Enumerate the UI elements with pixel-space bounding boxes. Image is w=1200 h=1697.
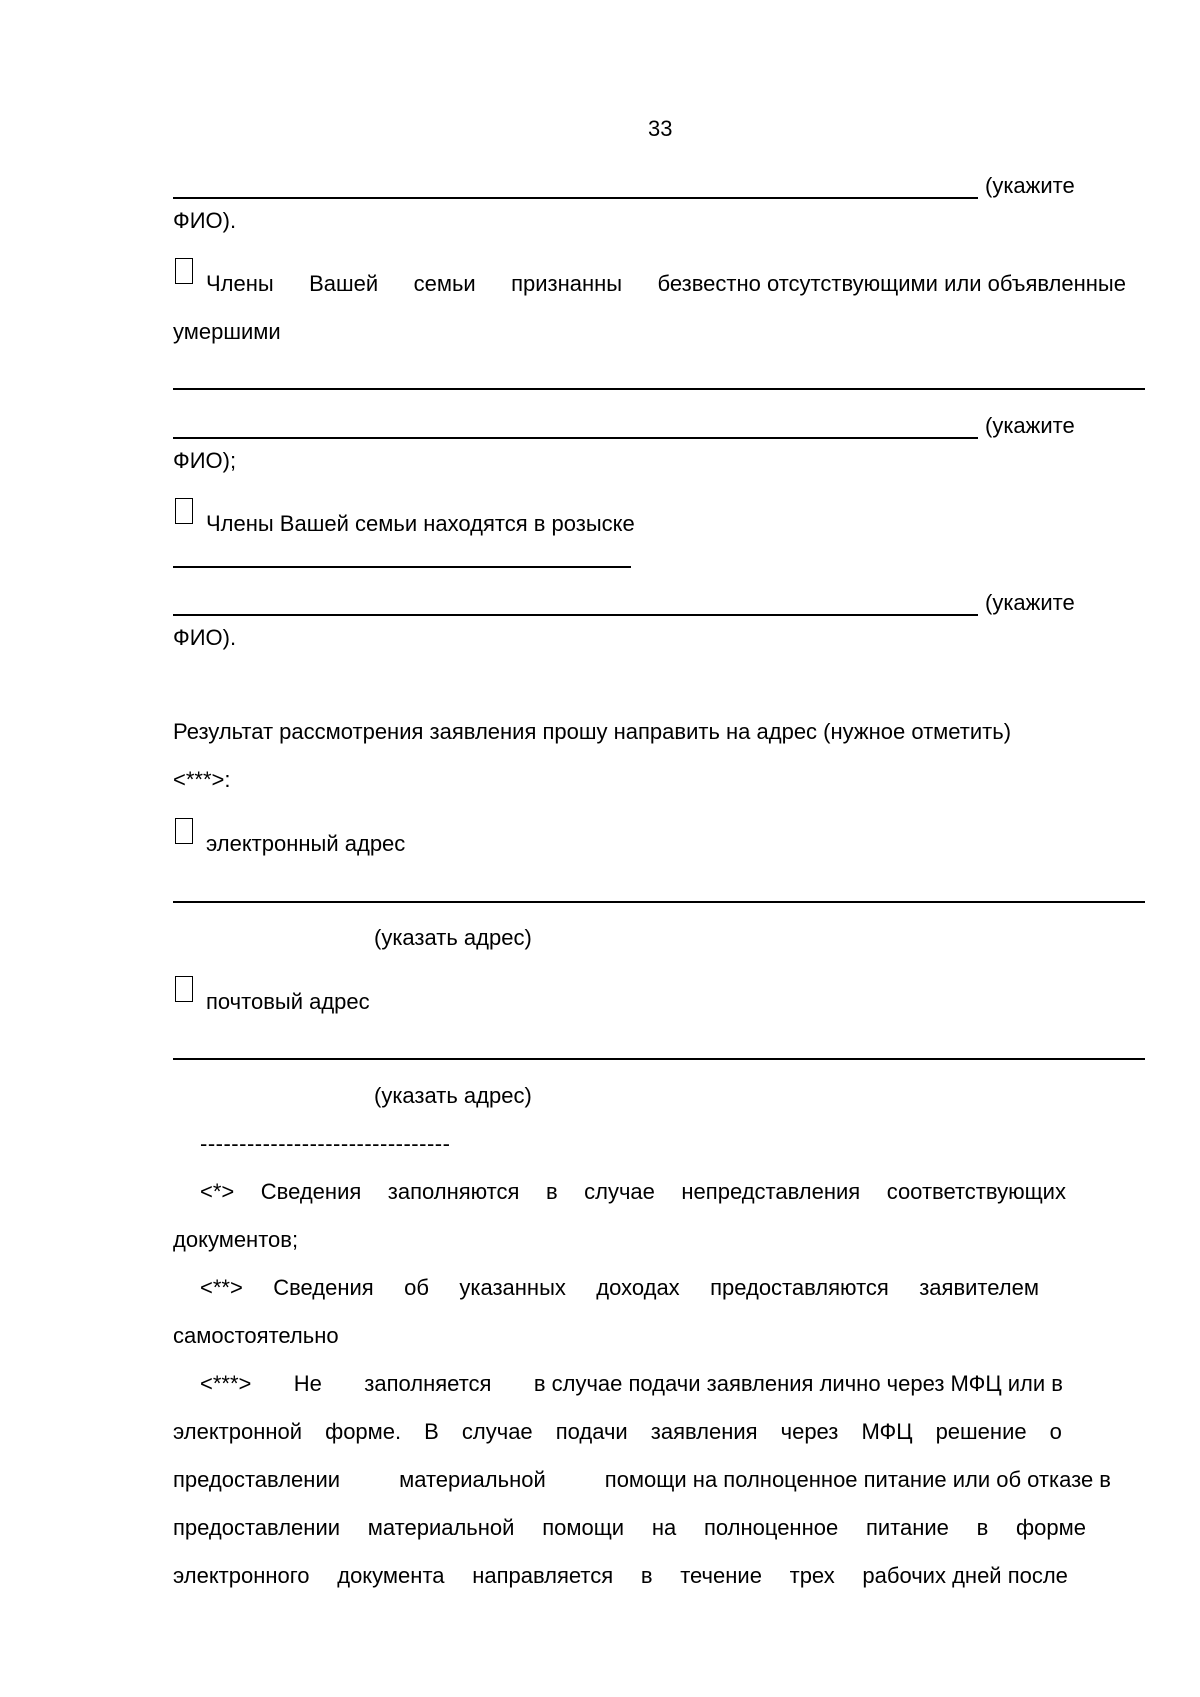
fio-line-1[interactable] (173, 197, 978, 199)
footnote-3-line-2 (173, 1421, 1062, 1443)
footnote-separator: -------------------------------- (200, 1131, 451, 1156)
word: направляется (472, 1563, 614, 1588)
fio-hint-end-1: ФИО). (173, 208, 237, 233)
word: предоставляются (710, 1275, 889, 1300)
word: заполняются (387, 1179, 520, 1204)
word: электронной (173, 1419, 303, 1444)
word: доходах (596, 1275, 680, 1300)
postal-address-entry-line[interactable] (173, 1058, 1145, 1060)
word: случае (461, 1419, 533, 1444)
word: соответствующих (886, 1179, 1066, 1204)
footnote-3-line-1 (200, 1373, 1063, 1395)
fio-line-2[interactable] (173, 437, 978, 439)
word: помощи (542, 1515, 625, 1540)
word: в (976, 1515, 989, 1540)
word: документа (337, 1563, 445, 1588)
footnote-1-line-2: документов; (173, 1227, 299, 1252)
word: семьи (413, 271, 476, 296)
page-number: 33 (648, 116, 673, 141)
checkbox-missing-members[interactable] (175, 258, 193, 284)
word: В (424, 1419, 439, 1444)
missing-members-line-1 (206, 273, 1126, 295)
word: признанны (511, 271, 623, 296)
missing-members-entry-line[interactable] (173, 388, 1145, 390)
word: об (404, 1275, 429, 1300)
word: течение (680, 1563, 762, 1588)
fio-line-3[interactable] (173, 614, 978, 616)
word: на (651, 1515, 677, 1540)
word: через (780, 1419, 839, 1444)
fio-hint-end-2: ФИО); (173, 448, 237, 473)
word: материальной (367, 1515, 515, 1540)
word: непредставления (681, 1179, 861, 1204)
footnote-2-line-1 (200, 1277, 1039, 1299)
word: <*> (200, 1179, 235, 1204)
word: форме. (325, 1419, 402, 1444)
word: помощи на полноценное питание или об отказе в (604, 1467, 1111, 1492)
postal-address-hint: (указать адрес) (374, 1083, 532, 1108)
word: заявителем (919, 1275, 1039, 1300)
checkbox-email-address[interactable] (175, 818, 193, 844)
word: в случае подачи заявления лично через МФЦ или в (533, 1371, 1063, 1396)
footnote-3-line-5 (173, 1565, 1068, 1587)
postal-address-label: почтовый адрес (206, 989, 370, 1014)
result-address-line-2: <***>: (173, 767, 231, 792)
word: трех (789, 1563, 835, 1588)
word: безвестно отсутствующими или объявленные (657, 271, 1126, 296)
footnote-1-line-1 (200, 1181, 1066, 1203)
fio-hint-3: (укажите (985, 590, 1075, 615)
word: электронного (173, 1563, 310, 1588)
word: питание (865, 1515, 949, 1540)
footnote-2-line-2: самостоятельно (173, 1323, 339, 1348)
word: Члены (206, 271, 274, 296)
word: Вашей (309, 271, 379, 296)
result-address-line-1: Результат рассмотрения заявления прошу направить на адрес (нужное отметить) (173, 719, 1012, 744)
word: <**> (200, 1275, 243, 1300)
word: в (640, 1563, 653, 1588)
word: форме (1016, 1515, 1086, 1540)
word: Сведения (273, 1275, 374, 1300)
word: в (545, 1179, 558, 1204)
footnote-3-line-4 (173, 1517, 1086, 1539)
checkbox-postal-address[interactable] (175, 976, 193, 1002)
word: заполняется (364, 1371, 492, 1396)
checkbox-wanted-members[interactable] (175, 498, 193, 524)
word: Сведения (260, 1179, 362, 1204)
word: <***> (200, 1371, 252, 1396)
word: указанных (459, 1275, 566, 1300)
missing-members-line-2: умершими (173, 319, 281, 344)
email-address-hint: (указать адрес) (374, 925, 532, 950)
word: случае (584, 1179, 655, 1204)
word: предоставлении (173, 1467, 341, 1492)
word: заявления (650, 1419, 758, 1444)
word: предоставлении (173, 1515, 341, 1540)
word: подачи (555, 1419, 628, 1444)
wanted-members-label: Члены Вашей семьи находятся в розыске (206, 511, 635, 536)
fio-hint-1: (укажите (985, 173, 1075, 198)
fio-hint-2: (укажите (985, 413, 1075, 438)
word: о (1049, 1419, 1062, 1444)
word: полноценное (703, 1515, 839, 1540)
fio-hint-end-3: ФИО). (173, 625, 237, 650)
word: материальной (399, 1467, 546, 1492)
footnote-3-line-3 (173, 1469, 1111, 1491)
email-address-label: электронный адрес (206, 831, 406, 856)
word: Не (293, 1371, 322, 1396)
wanted-members-entry-line[interactable] (173, 566, 631, 568)
word: решение (935, 1419, 1027, 1444)
word: рабочих дней после (862, 1563, 1068, 1588)
word: МФЦ (861, 1419, 913, 1444)
email-address-entry-line[interactable] (173, 901, 1145, 903)
